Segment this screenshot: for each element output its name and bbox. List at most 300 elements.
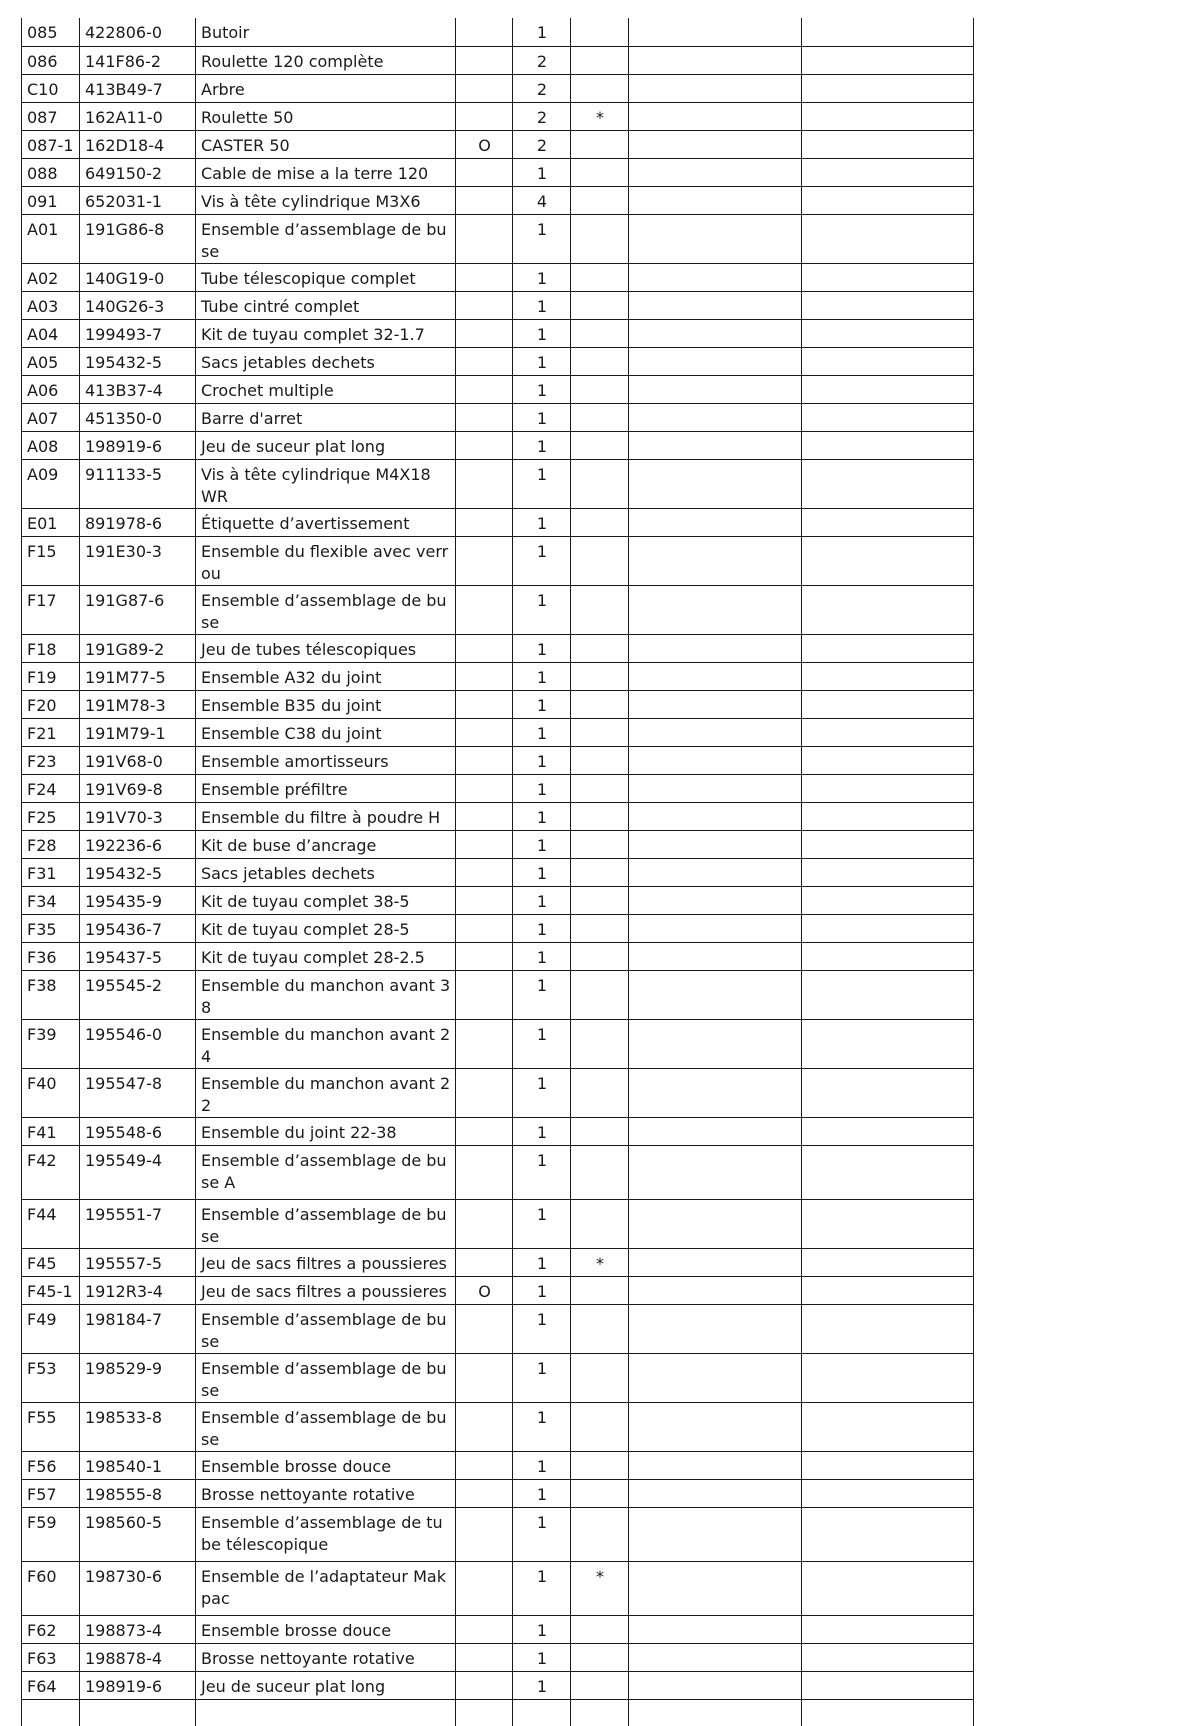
cell-option: O (456, 1276, 513, 1304)
cell-note-mark (571, 942, 629, 970)
cell-empty (802, 1248, 974, 1276)
cell-empty (629, 1248, 802, 1276)
table-row (22, 46, 974, 74)
cell-part-number: 191G89-2 (80, 634, 196, 662)
cell-description: Roulette 50 (196, 102, 456, 130)
cell-description: Tube cintré complet (196, 291, 456, 319)
cell-item-number: 085 (22, 18, 80, 46)
cell-empty (802, 1304, 974, 1353)
table-row (22, 1117, 974, 1145)
cell-quantity: 1 (513, 662, 571, 690)
cell-note-mark (571, 718, 629, 746)
table-row (22, 774, 974, 802)
cell-item-number: A02 (22, 263, 80, 291)
cell-quantity: 1 (513, 319, 571, 347)
cell-quantity: 1 (513, 774, 571, 802)
cell-item-number: F40 (22, 1068, 80, 1117)
cell-part-number: 140G19-0 (80, 263, 196, 291)
cell-quantity: 1 (513, 634, 571, 662)
cell-option (456, 858, 513, 886)
cell-empty (802, 1699, 974, 1726)
cell-part-number: 192236-6 (80, 830, 196, 858)
cell-option (456, 1353, 513, 1402)
cell-option (456, 46, 513, 74)
cell-empty (802, 1507, 974, 1561)
cell-empty (629, 634, 802, 662)
cell-empty (802, 774, 974, 802)
cell-description: Ensemble A32 du joint (196, 662, 456, 690)
cell-item-number: F18 (22, 634, 80, 662)
cell-quantity: 2 (513, 74, 571, 102)
cell-part-number: 195545-2 (80, 970, 196, 1019)
cell-description: Ensemble B35 du joint (196, 690, 456, 718)
cell-description: Ensemble brosse douce (196, 1451, 456, 1479)
cell-empty (802, 459, 974, 508)
cell-quantity: 1 (513, 1117, 571, 1145)
cell-option (456, 102, 513, 130)
table-row (22, 1671, 974, 1699)
cell-empty (629, 1699, 802, 1726)
cell-item-number: F35 (22, 914, 80, 942)
cell-description: Ensemble de l’adaptateur Makpac (196, 1561, 456, 1615)
table-row (22, 1402, 974, 1451)
cell-description: Jeu de sacs filtres a poussieres (196, 1248, 456, 1276)
cell-empty (802, 830, 974, 858)
table-row (22, 214, 974, 263)
table-row (22, 403, 974, 431)
cell-empty (802, 662, 974, 690)
cell-quantity: 4 (513, 186, 571, 214)
cell-part-number: 191V70-3 (80, 802, 196, 830)
cell-description: Ensemble du manchon avant 22 (196, 1068, 456, 1117)
cell-empty (629, 1479, 802, 1507)
cell-note-mark (571, 158, 629, 186)
cell-empty (629, 802, 802, 830)
cell-option (456, 585, 513, 634)
cell-empty (802, 74, 974, 102)
cell-note-mark (571, 1019, 629, 1068)
cell-note-mark (571, 1068, 629, 1117)
cell-quantity: 1 (513, 914, 571, 942)
table-row (22, 375, 974, 403)
cell-item-number: 088 (22, 158, 80, 186)
cell-description: Ensemble du filtre à poudre H (196, 802, 456, 830)
cell-empty (802, 1479, 974, 1507)
cell-quantity: 1 (513, 263, 571, 291)
cell-option (456, 1561, 513, 1615)
cell-item-number: F34 (22, 886, 80, 914)
cell-note-mark (571, 1479, 629, 1507)
cell-part-number: 191M78-3 (80, 690, 196, 718)
cell-part-number: 195432-5 (80, 347, 196, 375)
table-row (22, 1507, 974, 1561)
cell-empty (629, 1145, 802, 1199)
cell-description: Sacs jetables dechets (196, 858, 456, 886)
table-row (22, 319, 974, 347)
cell-option: O (456, 130, 513, 158)
cell-note-mark (571, 1615, 629, 1643)
cell-item-number: F62 (22, 1615, 80, 1643)
cell-quantity: 1 (513, 158, 571, 186)
cell-part-number: 198533-8 (80, 1402, 196, 1451)
cell-option (456, 403, 513, 431)
cell-note-mark (571, 1507, 629, 1561)
cell-item-number: F31 (22, 858, 80, 886)
cell-option (456, 74, 513, 102)
cell-note-mark (571, 1199, 629, 1248)
cell-description: Ensemble d’assemblage de buse (196, 1353, 456, 1402)
cell-description: Jeu de sacs filtres a poussieres (196, 1276, 456, 1304)
cell-note-mark (571, 1643, 629, 1671)
cell-quantity: 1 (513, 1145, 571, 1199)
cell-part-number: 198529-9 (80, 1353, 196, 1402)
cell-item-number: F56 (22, 1451, 80, 1479)
cell-item-number: F41 (22, 1117, 80, 1145)
cell-quantity: 1 (513, 942, 571, 970)
cell-option (456, 1507, 513, 1561)
table-row (22, 662, 974, 690)
table-row (22, 718, 974, 746)
parts-table-body (22, 18, 974, 1726)
cell-note-mark (571, 186, 629, 214)
cell-part-number: 162A11-0 (80, 102, 196, 130)
cell-option (456, 186, 513, 214)
table-row (22, 746, 974, 774)
cell-part-number: 911133-5 (80, 459, 196, 508)
cell-description: Jeu de tubes télescopiques (196, 634, 456, 662)
table-row (22, 74, 974, 102)
cell-option (456, 347, 513, 375)
table-row (22, 102, 974, 130)
cell-part-number: 198919-6 (80, 1671, 196, 1699)
cell-option (456, 1019, 513, 1068)
cell-description: Ensemble amortisseurs (196, 746, 456, 774)
cell-note-mark (571, 130, 629, 158)
cell-note-mark (571, 774, 629, 802)
cell-quantity: 2 (513, 130, 571, 158)
cell-part-number: 413B49-7 (80, 74, 196, 102)
cell-part-number: 198540-1 (80, 1451, 196, 1479)
cell-empty (802, 1402, 974, 1451)
cell-note-mark (571, 431, 629, 459)
cell-empty (629, 319, 802, 347)
cell-description: Ensemble d’assemblage de buse (196, 214, 456, 263)
cell-empty (629, 263, 802, 291)
cell-description: Butoir (196, 18, 456, 46)
cell-part-number: 413B37-4 (80, 375, 196, 403)
cell-description: Ensemble du manchon avant 38 (196, 970, 456, 1019)
cell-option (456, 319, 513, 347)
cell-description: Ensemble préfiltre (196, 774, 456, 802)
cell-empty (196, 1699, 456, 1726)
cell-note-mark (571, 459, 629, 508)
cell-part-number: 191M79-1 (80, 718, 196, 746)
table-row (22, 1248, 974, 1276)
cell-item-number: F20 (22, 690, 80, 718)
cell-item-number: A03 (22, 291, 80, 319)
cell-item-number: E01 (22, 508, 80, 536)
cell-description: Vis à tête cylindrique M3X6 (196, 186, 456, 214)
cell-part-number: 140G26-3 (80, 291, 196, 319)
cell-quantity: 2 (513, 102, 571, 130)
cell-item-number: 091 (22, 186, 80, 214)
cell-description: Ensemble d’assemblage de tube télescopique (196, 1507, 456, 1561)
cell-empty (802, 1561, 974, 1615)
cell-empty (629, 46, 802, 74)
cell-part-number: 191E30-3 (80, 536, 196, 585)
cell-part-number: 891978-6 (80, 508, 196, 536)
cell-note-mark (571, 214, 629, 263)
cell-note-mark (571, 508, 629, 536)
cell-empty (629, 718, 802, 746)
cell-quantity: 1 (513, 1199, 571, 1248)
cell-part-number: 198730-6 (80, 1561, 196, 1615)
cell-quantity: 1 (513, 690, 571, 718)
cell-description: Kit de buse d’ancrage (196, 830, 456, 858)
table-row (22, 431, 974, 459)
cell-empty (571, 1699, 629, 1726)
cell-description: Roulette 120 complète (196, 46, 456, 74)
cell-empty (629, 1643, 802, 1671)
cell-note-mark (571, 1451, 629, 1479)
cell-item-number: A06 (22, 375, 80, 403)
cell-empty (802, 1276, 974, 1304)
cell-empty (802, 508, 974, 536)
cell-option (456, 263, 513, 291)
cell-description: Crochet multiple (196, 375, 456, 403)
cell-description: Kit de tuyau complet 28-5 (196, 914, 456, 942)
cell-part-number: 195437-5 (80, 942, 196, 970)
cell-option (456, 1117, 513, 1145)
cell-part-number: 195435-9 (80, 886, 196, 914)
cell-empty (629, 1402, 802, 1451)
cell-empty (629, 858, 802, 886)
cell-part-number: 191M77-5 (80, 662, 196, 690)
cell-item-number: F23 (22, 746, 80, 774)
cell-empty (80, 1699, 196, 1726)
cell-item-number: A01 (22, 214, 80, 263)
table-row (22, 1615, 974, 1643)
table-row (22, 1353, 974, 1402)
table-row (22, 970, 974, 1019)
cell-part-number: 649150-2 (80, 158, 196, 186)
table-row-blank (22, 1699, 974, 1726)
table-row (22, 1479, 974, 1507)
table-row (22, 186, 974, 214)
cell-item-number: F64 (22, 1671, 80, 1699)
cell-description: Brosse nettoyante rotative (196, 1479, 456, 1507)
cell-item-number: F45 (22, 1248, 80, 1276)
cell-empty (629, 1068, 802, 1117)
cell-empty (802, 858, 974, 886)
cell-empty (629, 1276, 802, 1304)
cell-empty (629, 1199, 802, 1248)
cell-option (456, 914, 513, 942)
cell-part-number: 195557-5 (80, 1248, 196, 1276)
cell-note-mark (571, 662, 629, 690)
table-row (22, 802, 974, 830)
cell-option (456, 1248, 513, 1276)
cell-item-number: F49 (22, 1304, 80, 1353)
cell-option (456, 1615, 513, 1643)
cell-description: Kit de tuyau complet 32-1.7 (196, 319, 456, 347)
cell-item-number: F45-1 (22, 1276, 80, 1304)
cell-empty (802, 942, 974, 970)
table-row (22, 914, 974, 942)
cell-item-number: F53 (22, 1353, 80, 1402)
cell-quantity: 1 (513, 1561, 571, 1615)
cell-note-mark (571, 18, 629, 46)
cell-description: Ensemble C38 du joint (196, 718, 456, 746)
cell-empty (456, 1699, 513, 1726)
parts-table (21, 18, 974, 1726)
cell-note-mark: * (571, 1248, 629, 1276)
cell-note-mark (571, 970, 629, 1019)
cell-description: Kit de tuyau complet 38-5 (196, 886, 456, 914)
cell-part-number: 195548-6 (80, 1117, 196, 1145)
cell-empty (802, 102, 974, 130)
cell-option (456, 18, 513, 46)
cell-empty (802, 1615, 974, 1643)
cell-empty (802, 158, 974, 186)
cell-part-number: 195546-0 (80, 1019, 196, 1068)
cell-empty (629, 914, 802, 942)
cell-empty (629, 459, 802, 508)
cell-empty (802, 291, 974, 319)
cell-option (456, 158, 513, 186)
cell-note-mark (571, 319, 629, 347)
cell-note-mark (571, 263, 629, 291)
cell-empty (802, 914, 974, 942)
table-row (22, 1561, 974, 1615)
cell-empty (802, 886, 974, 914)
cell-empty (802, 18, 974, 46)
cell-option (456, 662, 513, 690)
cell-option (456, 536, 513, 585)
cell-empty (802, 1643, 974, 1671)
cell-option (456, 774, 513, 802)
cell-empty (802, 970, 974, 1019)
cell-note-mark (571, 830, 629, 858)
cell-item-number: F63 (22, 1643, 80, 1671)
table-row (22, 1451, 974, 1479)
cell-note-mark (571, 914, 629, 942)
cell-quantity: 1 (513, 1402, 571, 1451)
cell-description: Ensemble d’assemblage de buse (196, 1199, 456, 1248)
cell-description: Ensemble du joint 22-38 (196, 1117, 456, 1145)
cell-option (456, 1199, 513, 1248)
cell-empty (629, 690, 802, 718)
table-row (22, 1199, 974, 1248)
cell-empty (629, 830, 802, 858)
cell-part-number: 652031-1 (80, 186, 196, 214)
cell-part-number: 195551-7 (80, 1199, 196, 1248)
cell-quantity: 1 (513, 802, 571, 830)
cell-note-mark: * (571, 1561, 629, 1615)
cell-note-mark (571, 403, 629, 431)
cell-empty (629, 431, 802, 459)
cell-part-number: 198184-7 (80, 1304, 196, 1353)
cell-empty (629, 536, 802, 585)
table-row (22, 508, 974, 536)
table-row (22, 130, 974, 158)
cell-note-mark: * (571, 102, 629, 130)
cell-option (456, 1451, 513, 1479)
cell-empty (629, 1561, 802, 1615)
cell-part-number: 199493-7 (80, 319, 196, 347)
cell-part-number: 195547-8 (80, 1068, 196, 1117)
cell-item-number: F59 (22, 1507, 80, 1561)
cell-quantity: 1 (513, 1479, 571, 1507)
cell-empty (802, 186, 974, 214)
cell-item-number: F21 (22, 718, 80, 746)
cell-empty (629, 1019, 802, 1068)
cell-quantity: 1 (513, 1276, 571, 1304)
cell-item-number: F44 (22, 1199, 80, 1248)
cell-part-number: 191V69-8 (80, 774, 196, 802)
cell-quantity: 1 (513, 1507, 571, 1561)
cell-quantity: 1 (513, 1671, 571, 1699)
cell-part-number: 422806-0 (80, 18, 196, 46)
cell-empty (802, 1353, 974, 1402)
cell-empty (629, 74, 802, 102)
table-row (22, 1276, 974, 1304)
table-row (22, 18, 974, 46)
table-row (22, 459, 974, 508)
cell-empty (802, 375, 974, 403)
cell-quantity: 1 (513, 1248, 571, 1276)
table-row (22, 585, 974, 634)
cell-empty (629, 130, 802, 158)
cell-note-mark (571, 1276, 629, 1304)
cell-item-number: A07 (22, 403, 80, 431)
cell-option (456, 970, 513, 1019)
cell-description: Ensemble d’assemblage de buse A (196, 1145, 456, 1199)
cell-empty (802, 1671, 974, 1699)
cell-quantity: 1 (513, 1019, 571, 1068)
cell-quantity: 1 (513, 1615, 571, 1643)
cell-quantity: 1 (513, 585, 571, 634)
cell-empty (802, 802, 974, 830)
cell-description: Sacs jetables dechets (196, 347, 456, 375)
cell-note-mark (571, 858, 629, 886)
cell-description: Barre d'arret (196, 403, 456, 431)
cell-empty (802, 130, 974, 158)
cell-quantity: 1 (513, 970, 571, 1019)
cell-description: Ensemble d’assemblage de buse (196, 585, 456, 634)
cell-note-mark (571, 74, 629, 102)
cell-option (456, 634, 513, 662)
cell-part-number: 195436-7 (80, 914, 196, 942)
cell-empty (629, 1615, 802, 1643)
table-row (22, 942, 974, 970)
cell-quantity: 1 (513, 18, 571, 46)
cell-empty (629, 970, 802, 1019)
cell-option (456, 1671, 513, 1699)
cell-empty (802, 1145, 974, 1199)
cell-quantity: 1 (513, 1304, 571, 1353)
cell-option (456, 431, 513, 459)
cell-quantity: 1 (513, 214, 571, 263)
cell-empty (629, 347, 802, 375)
cell-item-number: 086 (22, 46, 80, 74)
cell-part-number: 1912R3-4 (80, 1276, 196, 1304)
cell-quantity: 1 (513, 830, 571, 858)
cell-part-number: 195549-4 (80, 1145, 196, 1199)
cell-empty (629, 886, 802, 914)
cell-note-mark (571, 886, 629, 914)
cell-option (456, 1479, 513, 1507)
